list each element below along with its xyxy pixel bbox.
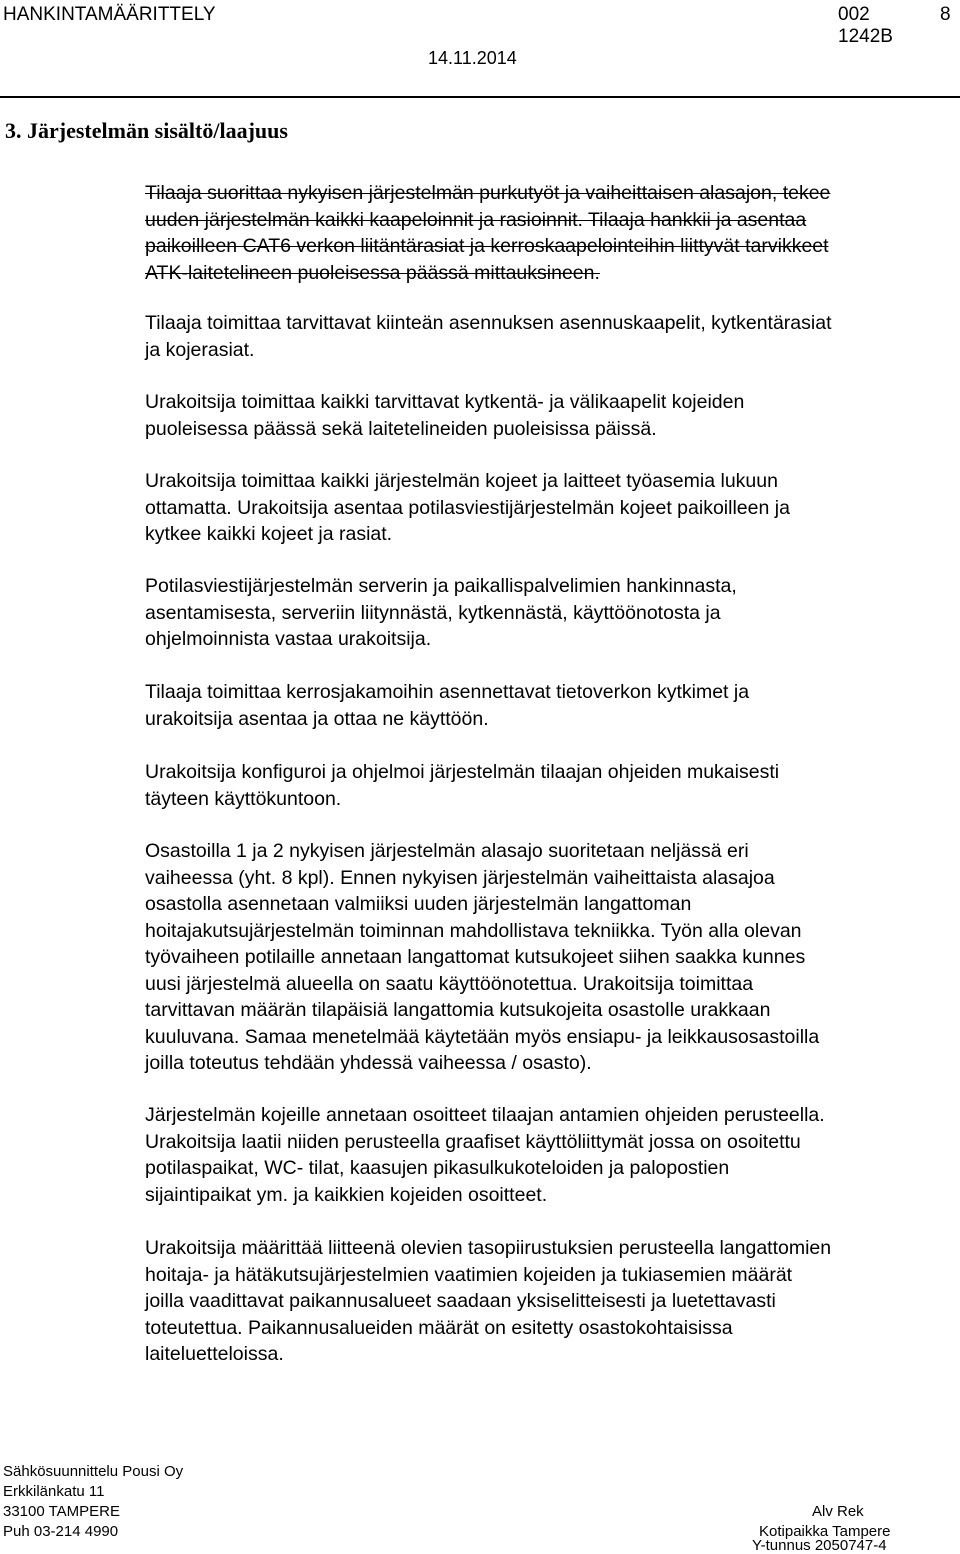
paragraph <box>145 1102 825 1208</box>
paragraph-line: Urakoitsija määrittää liitteenä olevien tasopiirustuksien perusteella langattomien <box>145 1237 832 1259</box>
header-divider <box>0 96 960 98</box>
paragraph-line: puoleisessa päässä sekä laitetelineiden puoleisissa päissä. <box>145 417 657 440</box>
paragraph-line: Urakoitsija toimittaa kaikki tarvittavat kytkentä- ja välikaapelit kojeiden <box>145 391 745 413</box>
paragraph-line: Urakoitsija konfiguroi ja ohjelmoi järjestelmän tilaajan ohjeiden mukaisesti <box>145 761 780 783</box>
paragraph-line: osastolla asennetaan valmiiksi uuden järjestelmän langattoman <box>145 893 692 915</box>
paragraph-line: uuden järjestelmän kaikki kaapeloinnit ja rasioinnit. Tilaaja hankkii ja asentaa <box>145 208 807 231</box>
paragraph-line: hoitajakutsujärjestelmän toiminnan mahdollistava tekniikka. Työn alla olevan <box>145 919 802 942</box>
paragraph-line: Urakoitsija laatii niiden perusteella graafiset käyttöliittymät jossa on osoitettu <box>145 1130 801 1153</box>
paragraph-line: urakoitsija asentaa ja ottaa ne käyttöön. <box>145 707 489 730</box>
paragraph <box>145 838 819 1077</box>
footer-city: 33100 TAMPERE <box>3 1503 121 1520</box>
paragraph <box>145 1235 831 1368</box>
paragraph-line: Potilasviestijärjestelmän serverin ja paikallispalvelimien hankinnasta, <box>145 575 737 597</box>
paragraph-line: kytkee kaikki kojeet ja rasiat. <box>145 523 393 545</box>
paragraph <box>145 180 830 286</box>
document-type: HANKINTAMÄÄRITTELY <box>3 4 216 25</box>
paragraph-line: vaiheessa (yht. 8 kpl). Ennen nykyisen järjestelmän vaiheittaista alasajoa <box>145 866 775 889</box>
paragraph-line: asentamisesta, serveriin liitynnästä, kytkennästä, käyttöönotosta ja <box>145 601 721 624</box>
paragraph-line: toteutettua. Paikannusalueiden määrät on esitetty osastokohtaisissa <box>145 1316 733 1339</box>
footer-company: Sähkösuunnittelu Pousi Oy <box>3 1463 184 1480</box>
paragraph-line: täyteen käyttökuntoon. <box>145 787 342 810</box>
page-number: 8 <box>940 4 951 25</box>
paragraph <box>145 679 749 732</box>
footer-domicile: Kotipaikka Tampere <box>759 1523 891 1540</box>
footer-business-id: Y-tunnus 2050747-4 <box>752 1537 887 1554</box>
footer-phone: Puh 03-214 4990 <box>3 1523 119 1540</box>
paragraph-line: ja kojerasiat. <box>145 338 255 361</box>
paragraph-line: ATK-laitetelineen puoleisessa päässä mittauksineen. <box>145 261 600 284</box>
paragraph-line: potilaspaikat, WC- tilat, kaasujen pikasulkukoteloiden ja palopostien <box>145 1157 730 1179</box>
paragraph-line: laiteluetteloissa. <box>145 1343 284 1365</box>
paragraph <box>145 573 737 653</box>
footer-vat-registration: Alv Rek <box>812 1503 864 1520</box>
paragraph <box>145 468 790 548</box>
footer-street: Erkkilänkatu 11 <box>3 1483 105 1500</box>
paragraph-line: työvaiheen potilaille annetaan langattomat kutsukojeet siihen saakka kunnes <box>145 946 806 968</box>
paragraph-line: Osastoilla 1 ja 2 nykyisen järjestelmän alasajo suoritetaan neljässä eri <box>145 840 749 862</box>
paragraph-line: Järjestelmän kojeille annetaan osoitteet tilaajan antamien ohjeiden perusteella. <box>145 1104 825 1126</box>
paragraph-line: paikoilleen CAT6 verkon liitäntärasiat ja kerroskaapelointeihin liittyvät tarvikkeet <box>145 235 829 257</box>
paragraph-line: Tilaaja suorittaa nykyisen järjestelmän purkutyöt ja vaiheittaisen alasajon, tekee <box>145 182 831 204</box>
paragraph <box>145 310 832 363</box>
paragraph-line: ohjelmoinnista vastaa urakoitsija. <box>145 628 432 650</box>
document-date: 14.11.2014 <box>428 48 517 68</box>
paragraph-line: Urakoitsija toimittaa kaikki järjestelmän kojeet ja laitteet työasemia lukuun <box>145 470 778 492</box>
paragraph <box>145 759 779 812</box>
paragraph-line: sijaintipaikat ym. ja kaikkien kojeiden osoitteet. <box>145 1183 548 1206</box>
document-code: 1242B <box>838 26 893 47</box>
paragraph-line: kuuluvana. Samaa menetelmää käytetään myös ensiapu- ja leikkausosastoilla <box>145 1025 820 1048</box>
paragraph-line: uusi järjestelmä alueella on saatu käyttöönotettua. Urakoitsija toimittaa <box>145 972 754 995</box>
paragraph-line: ottamatta. Urakoitsija asentaa potilasviestijärjestelmän kojeet paikoilleen ja <box>145 496 790 519</box>
paragraph-line: joilla vaadittavat paikannusalueet saadaan yksiselitteisesti ja luetettavasti <box>145 1290 776 1312</box>
document-number: 002 <box>838 4 870 25</box>
paragraph-line: joilla toteutus tehdään yhdessä vaiheessa / osasto). <box>145 1052 592 1074</box>
section-title: 3. Järjestelmän sisältö/laajuus <box>5 118 288 143</box>
paragraph-line: Tilaaja toimittaa kerrosjakamoihin asennettavat tietoverkon kytkimet ja <box>145 681 750 703</box>
paragraph-line: hoitaja- ja hätäkutsujärjestelmien vaatimien kojeiden ja tukiasemien määrät <box>145 1263 793 1286</box>
paragraph <box>145 389 744 442</box>
paragraph-line: Tilaaja toimittaa tarvittavat kiinteän asennuksen asennuskaapelit, kytkentärasiat <box>145 312 832 334</box>
paragraph-line: tarvittavan määrän tilapäisiä langattomia kutsukojeita osastolle urakkaan <box>145 999 771 1021</box>
